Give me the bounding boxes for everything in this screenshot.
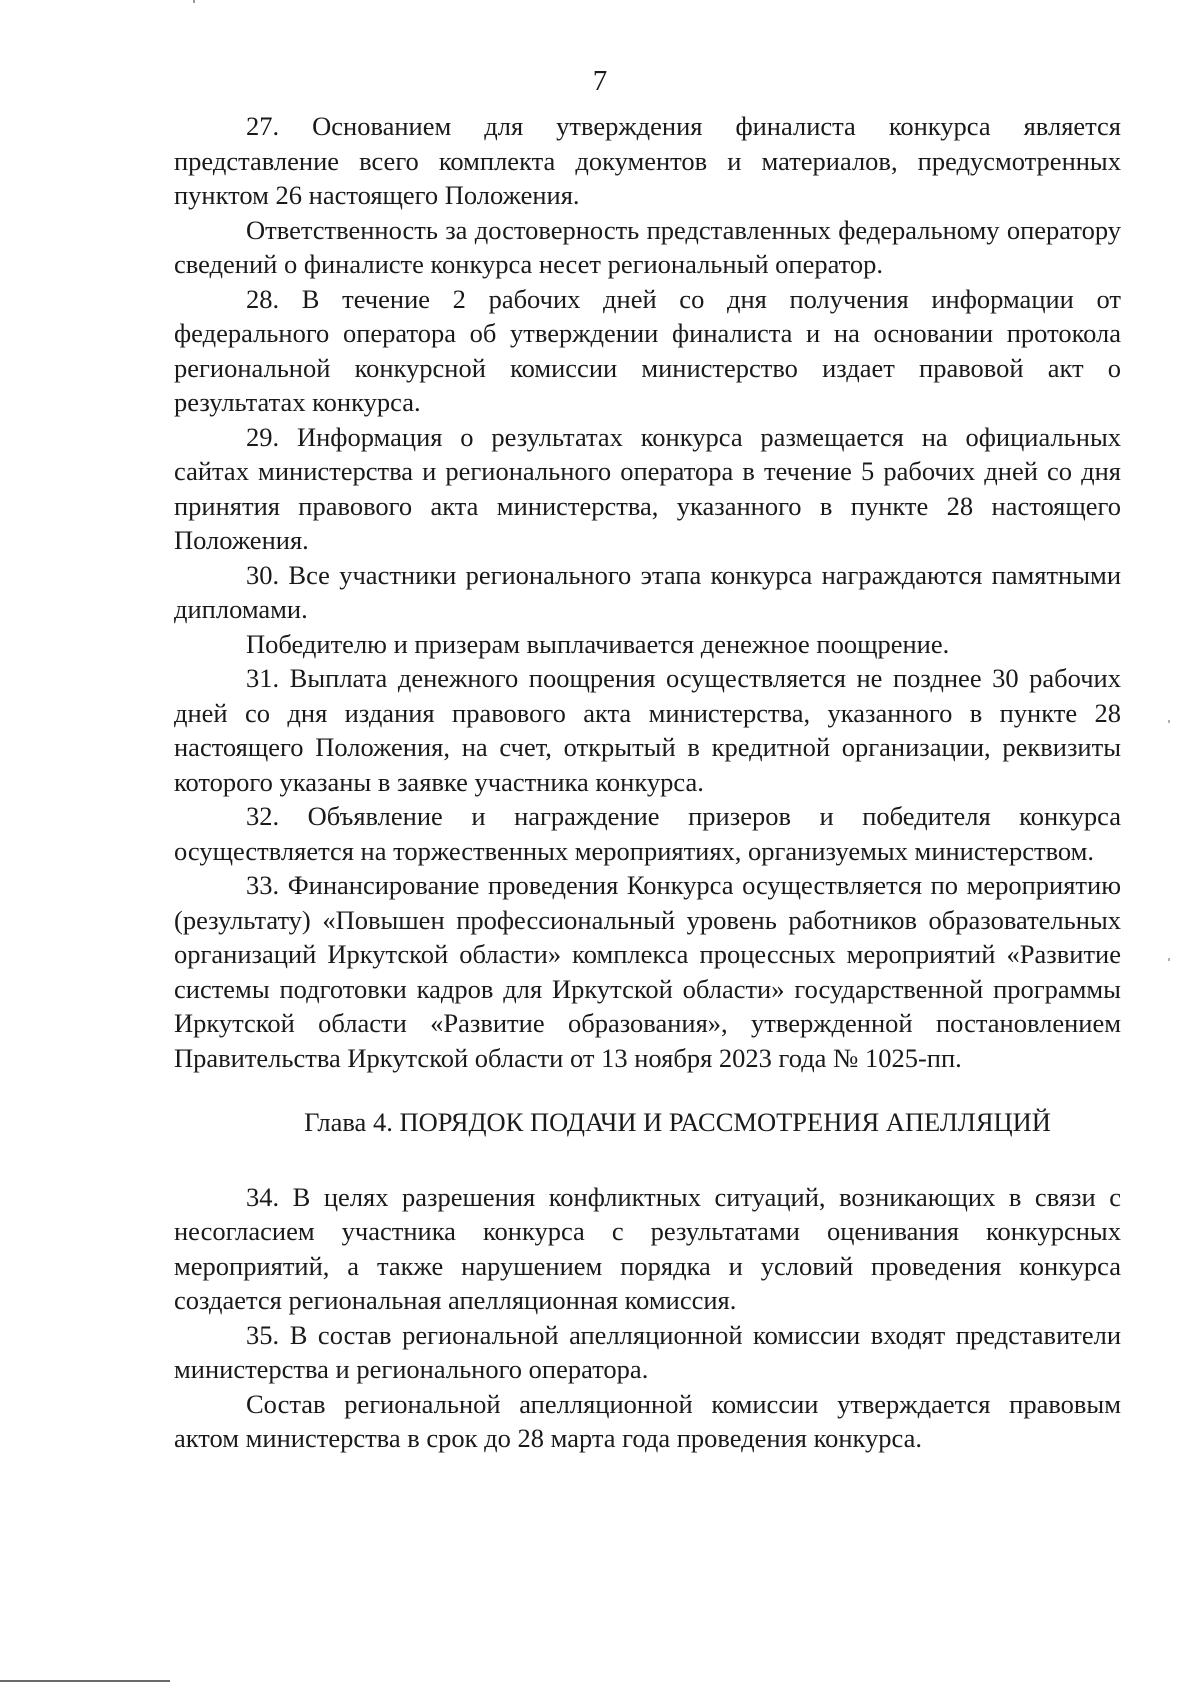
paragraph-32: 32. Объявление и награждение призеров и победителя конкурса осуществляется на торжественных мероприятиях, организуемых министерством. (174, 801, 1121, 866)
paragraph-27-responsibility: Ответственность за достоверность представленных федеральному оператору сведений о финалисте конкурса несет региональный оператор. (174, 214, 1121, 279)
paragraph-31: 31. Выплата денежного поощрения осуществляется не позднее 30 рабочих дней со дня издания правового акта министерства, указанного в пункте 28 настоящего Положения, на счет, открытый в кредитной организации, реквизиты которого указаны в заявке участника конкурса. (174, 663, 1121, 797)
paragraph-30-reward: Победителю и призерам выплачивается денежное поощрение. (246, 628, 950, 659)
chapter-heading: Глава 4. ПОРЯДОК ПОДАЧИ И РАССМОТРЕНИЯ АПЕЛЛЯЦИЙ (304, 1107, 1051, 1137)
scan-artifact (1168, 720, 1170, 723)
paragraph-33: 33. Финансирование проведения Конкурса осуществляется по мероприятию (результату) «Повышен профессиональный уровень работников образовательных организаций Иркутской области» комплекса процессных мероприятий «Развитие системы подготовки кадров для Иркутской области» государственной программы Иркутской области «Развитие образования», утвержденной постановлением Правительства Иркутской области от 13 ноября 2023 года № 1025-пп. (174, 870, 1121, 1073)
scan-artifact (1168, 958, 1170, 961)
scan-artifact (193, 0, 195, 3)
paragraph-30: 30. Все участники регионального этапа конкурса награждаются памятными дипломами. (174, 559, 1121, 624)
paragraph-28: 28. В течение 2 рабочих дней со дня получения информации от федерального оператора об утверждении финалиста и на основании протокола региональной конкурсной комиссии министерство издает правовой акт о результатах конкурса. (174, 283, 1121, 417)
paragraph-34: 34. В целях разрешения конфликтных ситуаций, возникающих в связи с несогласием участника конкурса с результатами оценивания конкурсных мероприятий, а также нарушением порядка и условий проведения конкурса создается региональная апелляционная комиссия. (174, 1181, 1121, 1315)
paragraph-29: 29. Информация о результатах конкурса размещается на официальных сайтах министерства и регионального оператора в течение 5 рабочих дней со дня принятия правового акта министерства, указанного в пункте 28 настоящего Положения. (174, 421, 1121, 555)
paragraph-35: 35. В состав региональной апелляционной комиссии входят представители министерства и регионального оператора. (174, 1319, 1121, 1384)
page-number: 7 (592, 65, 608, 97)
document-body (174, 109, 1121, 1456)
scan-edge-line (0, 1680, 170, 1682)
paragraph-35-composition: Состав региональной апелляционной комиссии утверждается правовым актом министерства в срок до 28 марта года проведения конкурса. (174, 1388, 1121, 1453)
paragraph-27: 27. Основанием для утверждения финалиста конкурса является представление всего комплекта документов и материалов, предусмотренных пунктом 26 настоящего Положения. (174, 111, 1121, 210)
